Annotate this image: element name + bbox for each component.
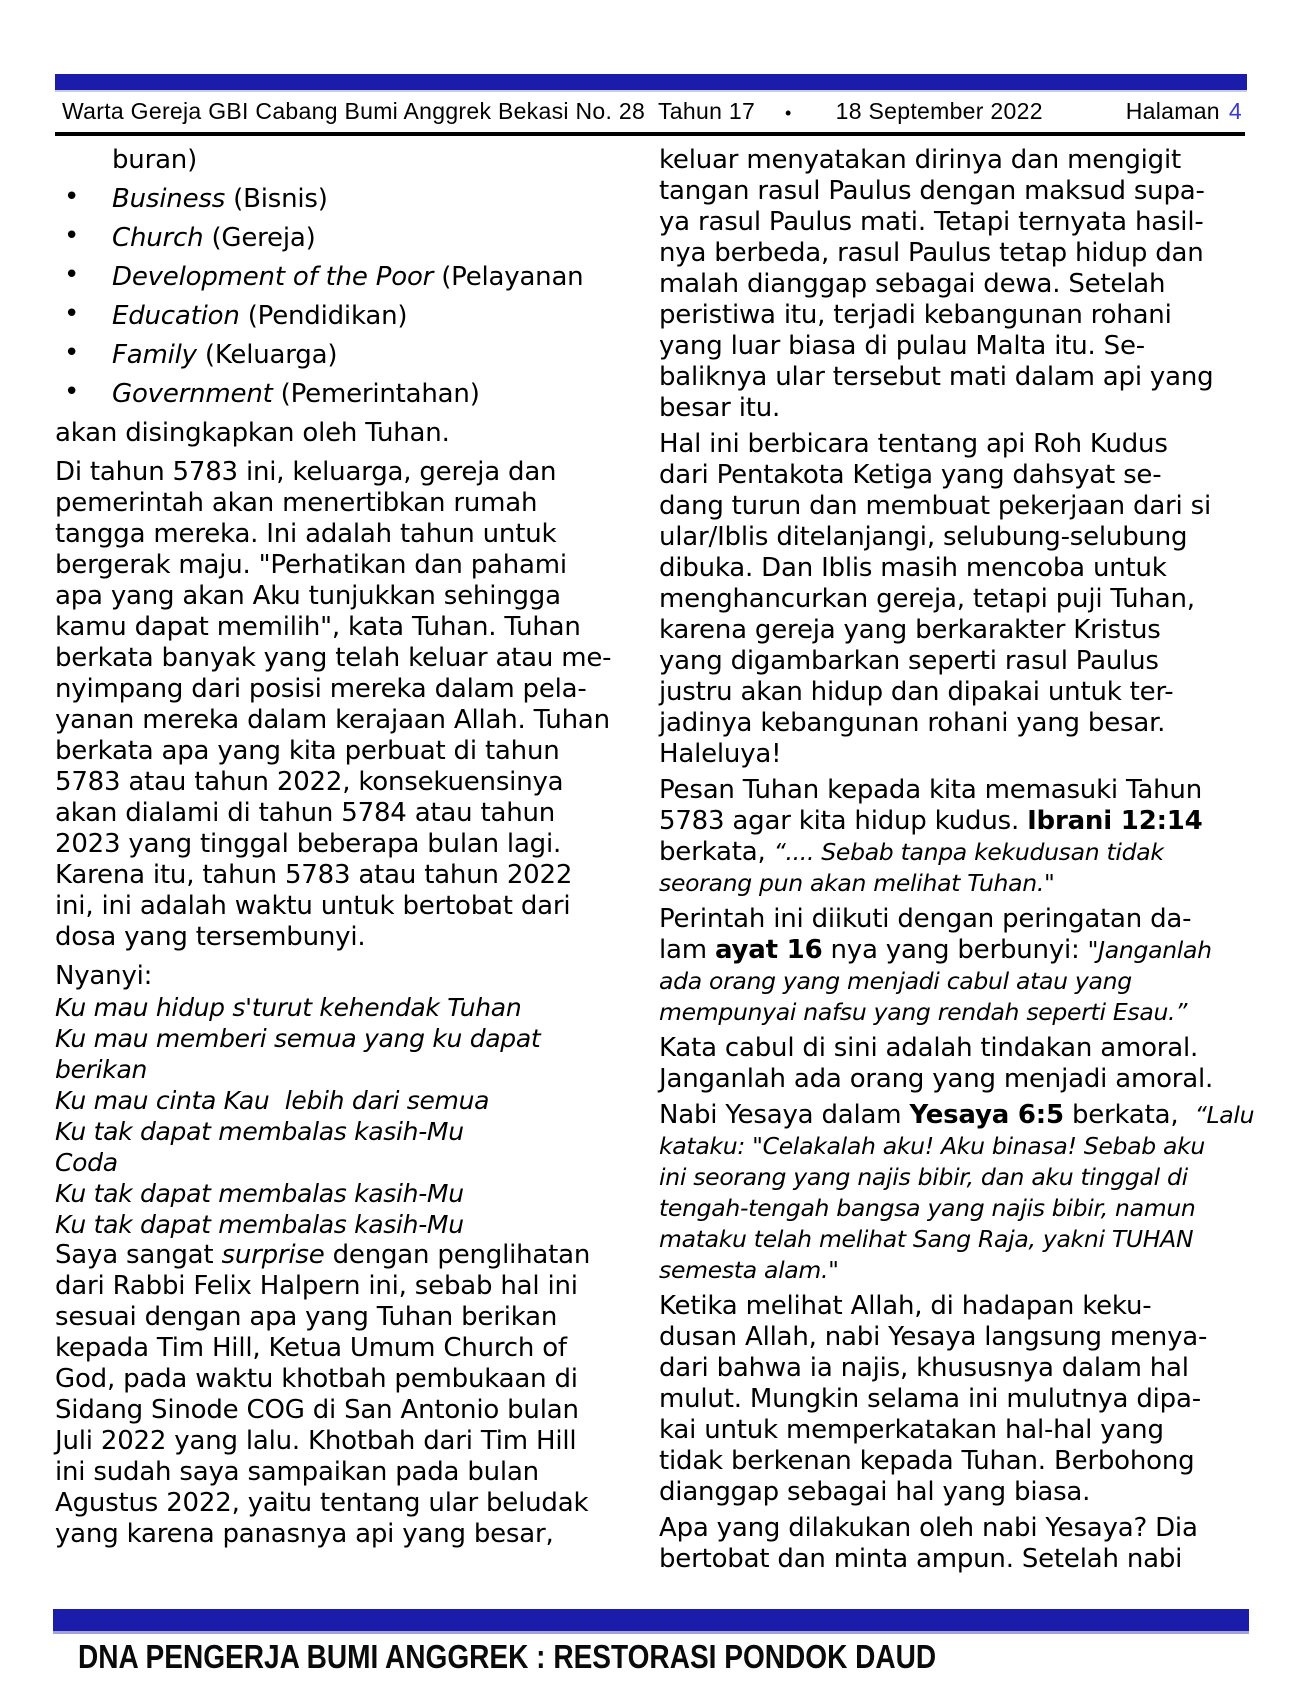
text-line: Ku tak dapat membalas kasih-Mu [55, 1179, 464, 1208]
text-line: berkata banyak yang telah keluar atau me- [55, 643, 612, 673]
text-line: baliknya ular tersebut mati dalam api yang [659, 362, 1214, 392]
text-line: tidak berkenan kepada Tuhan. Berbohong [659, 1446, 1195, 1476]
header-rule [55, 132, 1245, 136]
text-line: tangga mereka. Ini adalah tahun untuk [55, 519, 557, 549]
left-column [55, 145, 627, 1550]
text-line: ini seorang yang najis bibir, dan aku tinggal di [659, 1163, 1188, 1191]
newsletter-date: 18 September 2022 [835, 98, 1043, 124]
text-line: Ku mau hidup s'turut kehendak Tuhan [55, 993, 522, 1022]
text-line: dosa yang tersembunyi. [55, 922, 366, 952]
text-line: tangan rasul Paulus dengan maksud supa- [659, 176, 1205, 206]
text-line: karena gereja yang berkarakter Kristus [659, 615, 1161, 645]
text-line: malah dianggap sebagai dewa. Setelah [659, 269, 1166, 299]
newsletter-issue: Warta Gereja GBI Cabang Bumi Anggrek Bekasi No. 28 Tahun 17 [62, 98, 756, 124]
bullet-item [55, 340, 627, 371]
paragraph [55, 418, 627, 449]
text-line: Kata cabul di sini adalah tindakan amoral. [659, 1033, 1199, 1063]
text-line: Education (Pendidikan) [112, 301, 408, 331]
paragraph [659, 904, 1235, 1028]
text-line: Ku mau cinta Kau lebih dari semua [55, 1086, 490, 1115]
text-line: ini, ini adalah waktu untuk bertobat dari [55, 891, 571, 921]
text-line: dari Pentakota Ketiga yang dahsyat se- [659, 460, 1162, 490]
text-line: jadinya kebangunan rohani yang besar. [659, 708, 1166, 738]
text-line: dibuka. Dan Iblis masih mencoba untuk [659, 553, 1167, 583]
paragraph [55, 961, 627, 992]
text-line: semesta alam." [659, 1256, 839, 1284]
text-line: ada orang yang menjadi cabul atau yang [659, 967, 1132, 995]
text-line: Juli 2022 yang lalu. Khotbah dari Tim Hill [55, 1426, 577, 1456]
text-line: buran) [112, 145, 198, 175]
text-line: yang digambarkan seperti rasul Paulus [659, 646, 1159, 676]
text-line: mempunyai nafsu yang rendah seperti Esau.” [659, 998, 1188, 1026]
text-line: pemerintah akan menertibkan rumah [55, 488, 538, 518]
text-line: yang karena panasnya api yang besar, [55, 1519, 554, 1549]
footer-title: DNA PENGERJA BUMI ANGGREK : RESTORASI PONDOK DAUD [78, 1638, 937, 1675]
text-line: Ketika melihat Allah, di hadapan keku- [659, 1291, 1152, 1321]
paragraph [659, 1513, 1235, 1575]
paragraph [55, 145, 627, 176]
page-number-value: 4 [1228, 98, 1242, 124]
text-line: Nyanyi: [55, 961, 153, 991]
text-line: Church (Gereja) [112, 223, 316, 253]
footer-blue-bar [53, 1609, 1249, 1634]
text-line: kataku: "Celakalah aku! Aku binasa! Sebab aku [659, 1132, 1206, 1160]
text-line: Saya sangat surprise dengan penglihatan [55, 1240, 591, 1270]
text-line: peristiwa itu, terjadi kebangunan rohani [659, 300, 1172, 330]
bullet-item [55, 184, 627, 215]
text-line: dusan Allah, nabi Yesaya langsung menya- [659, 1322, 1208, 1352]
paragraph [55, 1240, 627, 1550]
text-line: ini sudah saya sampaikan pada bulan [55, 1457, 539, 1487]
text-line: Ku mau memberi semua yang ku dapat [55, 1024, 541, 1053]
page-number [1126, 98, 1242, 125]
text-line: akan disingkapkan oleh Tuhan. [55, 418, 450, 448]
text-line: berkata apa yang kita perbuat di tahun [55, 736, 560, 766]
page-number-label: Halaman [1125, 98, 1220, 124]
text-line: nyimpang dari posisi mereka dalam pela- [55, 674, 587, 704]
paragraph [659, 1033, 1235, 1095]
bullet-icon: • [64, 299, 80, 329]
text-line: dianggap sebagai hal yang biasa. [659, 1477, 1091, 1507]
text-line: justru akan hidup dan dipakai untuk ter- [659, 677, 1174, 707]
text-line: 5783 agar kita hidup kudus. Ibrani 12:14 [659, 806, 1203, 836]
text-line: kai untuk memperkatakan hal-hal yang [659, 1415, 1164, 1445]
text-line: Government (Pemerintahan) [112, 379, 480, 409]
text-line: dari bahwa ia najis, khususnya dalam hal [659, 1353, 1189, 1383]
text-line: Agustus 2022, yaitu tentang ular beludak [55, 1488, 589, 1518]
text-line: Ku tak dapat membalas kasih-Mu [55, 1210, 464, 1239]
text-line: akan dialami di tahun 5784 atau tahun [55, 798, 556, 828]
text-line: Ku tak dapat membalas kasih-Mu [55, 1117, 464, 1146]
text-line: 2023 yang tinggal beberapa bulan lagi. [55, 829, 562, 859]
text-line: lam ayat 16 nya yang berbunyi: "Janganlah [659, 935, 1212, 965]
text-line: dang turun dan membuat pekerjaan dari si [659, 491, 1212, 521]
text-line: Sidang Sinode COG di San Antonio bulan [55, 1395, 579, 1425]
text-line: Janganlah ada orang yang menjadi amoral. [659, 1064, 1214, 1094]
text-line: Haleluya! [659, 739, 782, 769]
bullet-item [55, 301, 627, 332]
text-line: ya rasul Paulus mati. Tetapi ternyata hasil- [659, 207, 1204, 237]
text-line: bertobat dan minta ampun. Setelah nabi [659, 1544, 1183, 1574]
bullet-separator-icon: • [785, 103, 792, 123]
text-line: apa yang akan Aku tunjukkan sehingga [55, 581, 561, 611]
text-line: bergerak maju. "Perhatikan dan pahami [55, 550, 567, 580]
text-line: seorang pun akan melihat Tuhan." [659, 869, 1055, 897]
text-line: dari Rabbi Felix Halpern ini, sebab hal ini [55, 1271, 578, 1301]
paragraph [659, 775, 1235, 899]
text-line: ular/Iblis ditelanjangi, selubung-selubung [659, 522, 1188, 552]
text-line: tengah-tengah bangsa yang najis bibir, namun [659, 1194, 1196, 1222]
bullet-icon: • [64, 377, 80, 407]
text-line: Hal ini berbicara tentang api Roh Kudus [659, 429, 1168, 459]
text-line: Nabi Yesaya dalam Yesaya 6:5 berkata, “Lalu [659, 1100, 1255, 1130]
bullet-icon: • [64, 338, 80, 368]
text-line: nya berbeda, rasul Paulus tetap hidup dan [659, 238, 1204, 268]
text-line: Pesan Tuhan kepada kita memasuki Tahun [659, 775, 1202, 805]
bullet-item [55, 262, 627, 293]
text-line: Development of the Poor (Pelayanan [112, 262, 584, 292]
page-header [62, 98, 1242, 125]
text-line: menghancurkan gereja, tetapi puji Tuhan, [659, 584, 1195, 614]
song-lyrics [55, 992, 627, 1240]
bullet-icon: • [64, 182, 80, 212]
paragraph [659, 429, 1235, 770]
text-line: Apa yang dilakukan oleh nabi Yesaya? Dia [659, 1513, 1198, 1543]
paragraph [659, 1291, 1235, 1508]
top-blue-bar [55, 74, 1247, 92]
text-line: besar itu. [659, 393, 781, 423]
bullet-item [55, 379, 627, 410]
text-line: Business (Bisnis) [112, 184, 328, 214]
text-line: kepada Tim Hill, Ketua Umum Church of [55, 1333, 567, 1363]
text-line: 5783 atau tahun 2022, konsekuensinya [55, 767, 564, 797]
text-line: kamu dapat memilih", kata Tuhan. Tuhan [55, 612, 581, 642]
text-line: Di tahun 5783 ini, keluarga, gereja dan [55, 457, 557, 487]
bullet-item [55, 223, 627, 254]
bullet-icon: • [64, 221, 80, 251]
paragraph [659, 1100, 1255, 1286]
text-line: mulut. Mungkin selama ini mulutnya dipa- [659, 1384, 1201, 1414]
text-line: berkata, “.... Sebab tanpa kekudusan tidak [659, 837, 1164, 867]
text-line: mataku telah melihat Sang Raja, yakni TUHAN [659, 1225, 1194, 1253]
text-line: yanan mereka dalam kerajaan Allah. Tuhan [55, 705, 610, 735]
paragraph [55, 457, 627, 953]
text-line: Karena itu, tahun 5783 atau tahun 2022 [55, 860, 573, 890]
paragraph [659, 145, 1235, 424]
text-line: sesuai dengan apa yang Tuhan berikan [55, 1302, 558, 1332]
text-line: yang luar biasa di pulau Malta itu. Se- [659, 331, 1145, 361]
text-line: Perintah ini diikuti dengan peringatan da- [659, 904, 1192, 934]
right-column [659, 145, 1255, 1575]
bullet-icon: • [64, 260, 80, 290]
text-line: berikan [55, 1055, 148, 1084]
text-line: Coda [55, 1148, 118, 1177]
text-line: Family (Keluarga) [112, 340, 338, 370]
text-line: God, pada waktu khotbah pembukaan di [55, 1364, 578, 1394]
newsletter-masthead [62, 98, 1043, 125]
text-line: keluar menyatakan dirinya dan mengigit [659, 145, 1181, 175]
